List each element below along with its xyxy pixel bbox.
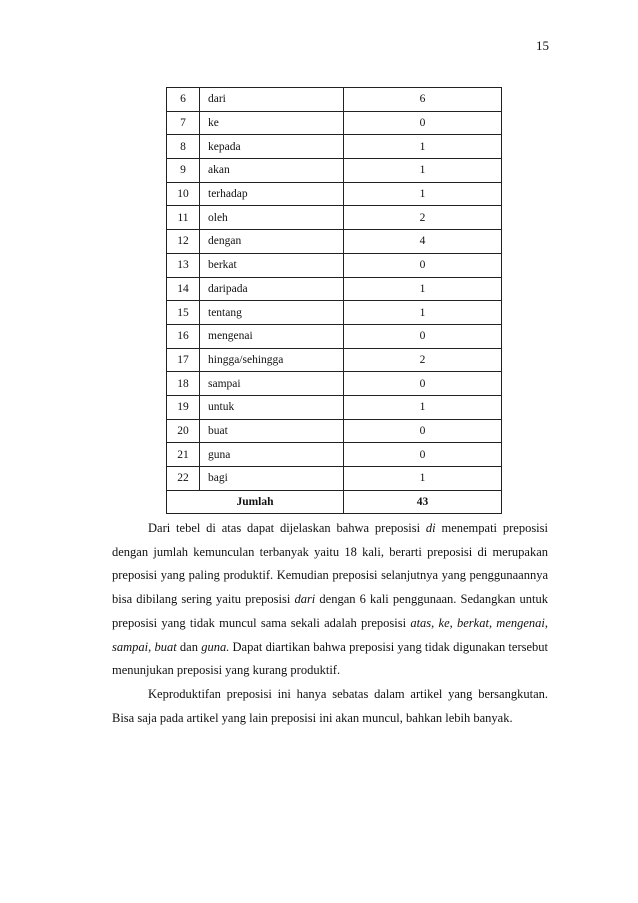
preposition-cell: tentang [200, 301, 344, 325]
italic-term: guna. [201, 639, 230, 654]
row-number: 16 [167, 324, 200, 348]
text-span: , [544, 615, 549, 630]
italic-term: atas [410, 615, 432, 630]
italic-term: di [425, 521, 436, 535]
row-number: 13 [167, 253, 200, 277]
text-span: dan [176, 639, 202, 654]
italic-term: ke [438, 615, 450, 630]
row-number: 6 [167, 88, 200, 112]
paragraph-2: Keproduktifan preposisi ini hanya sebatas dalam artikel yang bersangkutan. Bisa saja pada artikel yang lain preposisi ini akan muncul, bahkan lebih banyak. [112, 686, 548, 725]
table-row [167, 395, 502, 419]
table-row [167, 159, 502, 183]
count-cell: 0 [344, 372, 502, 396]
count-cell: 1 [344, 135, 502, 159]
count-cell: 1 [344, 301, 502, 325]
italic-term: mengenai [496, 615, 545, 630]
paragraph-1 [112, 517, 548, 683]
row-number: 11 [167, 206, 200, 230]
text-span: Dapat diartikan bahwa preposisi yang tidak digunakan tersebut menunjukan preposisi yang kurang produktif. [112, 639, 548, 678]
preposition-cell: mengenai [200, 324, 344, 348]
row-number: 12 [167, 230, 200, 254]
row-number: 9 [167, 159, 200, 183]
count-cell: 1 [344, 277, 502, 301]
count-cell: 1 [344, 182, 502, 206]
table-row [167, 135, 502, 159]
count-cell: 0 [344, 419, 502, 443]
table-body [167, 88, 502, 491]
preposition-cell: berkat [200, 253, 344, 277]
preposition-cell: ke [200, 111, 344, 135]
count-cell: 1 [344, 467, 502, 491]
preposition-cell: dengan [200, 230, 344, 254]
count-cell: 0 [344, 253, 502, 277]
count-cell: 0 [344, 111, 502, 135]
table-row [167, 111, 502, 135]
text-span: Dari tebel di atas dapat dijelaskan bahwa preposisi [148, 521, 426, 535]
row-number: 18 [167, 372, 200, 396]
count-cell: 6 [344, 88, 502, 112]
table-row [167, 419, 502, 443]
count-cell: 4 [344, 230, 502, 254]
preposition-table [166, 87, 502, 514]
table-row [167, 206, 502, 230]
count-cell: 2 [344, 206, 502, 230]
preposition-cell: oleh [200, 206, 344, 230]
preposition-cell: untuk [200, 395, 344, 419]
text-span: , [488, 615, 497, 630]
italic-term: berkat [457, 615, 489, 630]
row-number: 17 [167, 348, 200, 372]
page-number: 15 [536, 38, 549, 53]
table-row [167, 301, 502, 325]
row-number: 7 [167, 111, 200, 135]
italic-term: buat [154, 639, 177, 654]
text-span: , [148, 639, 155, 654]
preposition-cell: terhadap [200, 182, 344, 206]
row-number: 19 [167, 395, 200, 419]
preposition-cell: buat [200, 419, 344, 443]
count-cell: 0 [344, 443, 502, 467]
count-cell: 2 [344, 348, 502, 372]
count-cell: 0 [344, 324, 502, 348]
preposition-cell: bagi [200, 467, 344, 491]
total-label: Jumlah [167, 490, 344, 513]
preposition-cell: akan [200, 159, 344, 183]
table-row [167, 277, 502, 301]
text-span: menempati preposisi dengan jumlah kemunculan terbanyak yaitu 18 kali, berarti preposisi di merupakan preposisi yang paling produktif. Kemudian preposisi selanjutnya yang penggunaannya bisa dibilang sering yaitu preposisi [112, 521, 548, 607]
preposition-cell: sampai [200, 372, 344, 396]
table-row [167, 182, 502, 206]
row-number: 14 [167, 277, 200, 301]
table-row [167, 348, 502, 372]
total-row [167, 490, 502, 513]
count-cell: 1 [344, 395, 502, 419]
table-row [167, 372, 502, 396]
row-number: 8 [167, 135, 200, 159]
italic-term: dari [294, 592, 316, 607]
preposition-cell: hingga/sehingga [200, 348, 344, 372]
row-number: 21 [167, 443, 200, 467]
table-row [167, 230, 502, 254]
preposition-cell: kepada [200, 135, 344, 159]
table-row [167, 253, 502, 277]
table-row [167, 324, 502, 348]
row-number: 22 [167, 467, 200, 491]
table-row [167, 443, 502, 467]
preposition-cell: guna [200, 443, 344, 467]
count-cell: 1 [344, 159, 502, 183]
row-number: 20 [167, 419, 200, 443]
table-row [167, 467, 502, 491]
preposition-cell: daripada [200, 277, 344, 301]
text-span: , [431, 615, 439, 630]
text-span: dengan 6 kali penggunaan. Sedangkan untuk preposisi yang tidak muncul sama sekali adalah preposisi [112, 592, 548, 630]
preposition-cell: dari [200, 88, 344, 112]
table-row [167, 88, 502, 112]
italic-term: sampai [112, 639, 149, 654]
row-number: 10 [167, 182, 200, 206]
text-span: , [449, 615, 457, 630]
body-text [112, 517, 548, 730]
total-value: 43 [344, 490, 502, 513]
row-number: 15 [167, 301, 200, 325]
